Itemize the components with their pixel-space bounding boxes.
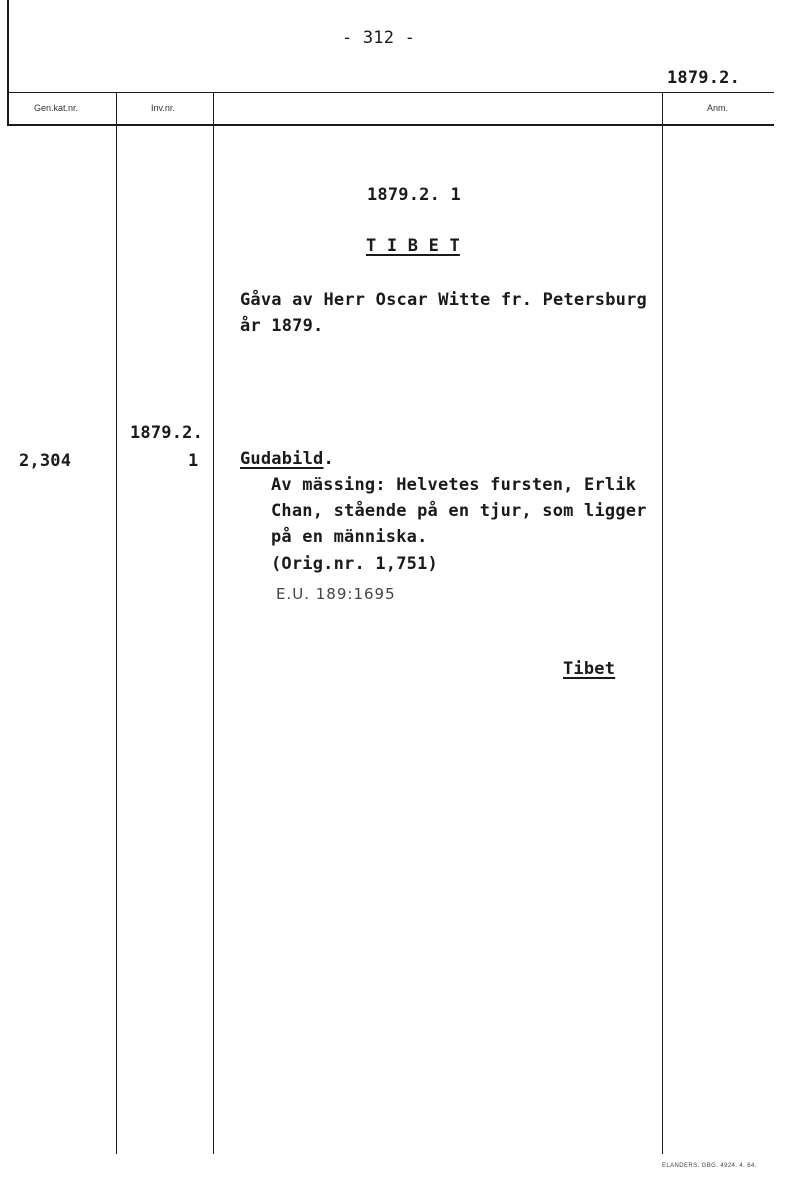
column-header-gen-kat-nr: Gen.kat.nr.	[34, 103, 79, 113]
header-bottom-rule	[7, 124, 774, 126]
donation-line-1: Gåva av Herr Oscar Witte fr. Petersburg	[240, 290, 647, 310]
general-catalogue-number: 2,304	[19, 451, 72, 471]
description-line-2: Chan, stående på en tjur, som ligger	[271, 501, 647, 521]
handwritten-note: E.U. 189:1695	[276, 585, 396, 603]
region-tag: Tibet	[563, 659, 616, 679]
inventory-number-line-1: 1879.2.	[130, 423, 204, 443]
column-divider-1	[116, 92, 117, 1154]
collection-number: 1879.2. 1	[367, 185, 461, 205]
collection-title: T I B E T	[366, 236, 460, 256]
inventory-number-line-2: 1	[188, 451, 199, 471]
left-margin-rule	[7, 0, 9, 125]
entry-heading	[240, 449, 334, 469]
description-line-1: Av mässing: Helvetes fursten, Erlik	[271, 475, 637, 495]
register-number: 1879.2.	[667, 68, 741, 88]
entry-heading-punct: .	[323, 449, 334, 469]
column-header-anm: Anm.	[707, 103, 729, 113]
printer-mark: ELANDERS. GBG. 4924. 4. 64.	[662, 1163, 757, 1169]
column-divider-3	[662, 92, 663, 1154]
column-divider-2	[213, 92, 214, 1154]
entry-heading-text: Gudabild	[240, 449, 324, 469]
column-header-inv-nr: Inv.nr.	[151, 103, 175, 113]
description-line-3: på en människa.	[271, 527, 428, 547]
original-number: (Orig.nr. 1,751)	[271, 554, 438, 574]
donation-line-2: år 1879.	[240, 316, 324, 336]
page-number: - 312 -	[342, 28, 416, 48]
header-top-rule	[7, 92, 774, 93]
